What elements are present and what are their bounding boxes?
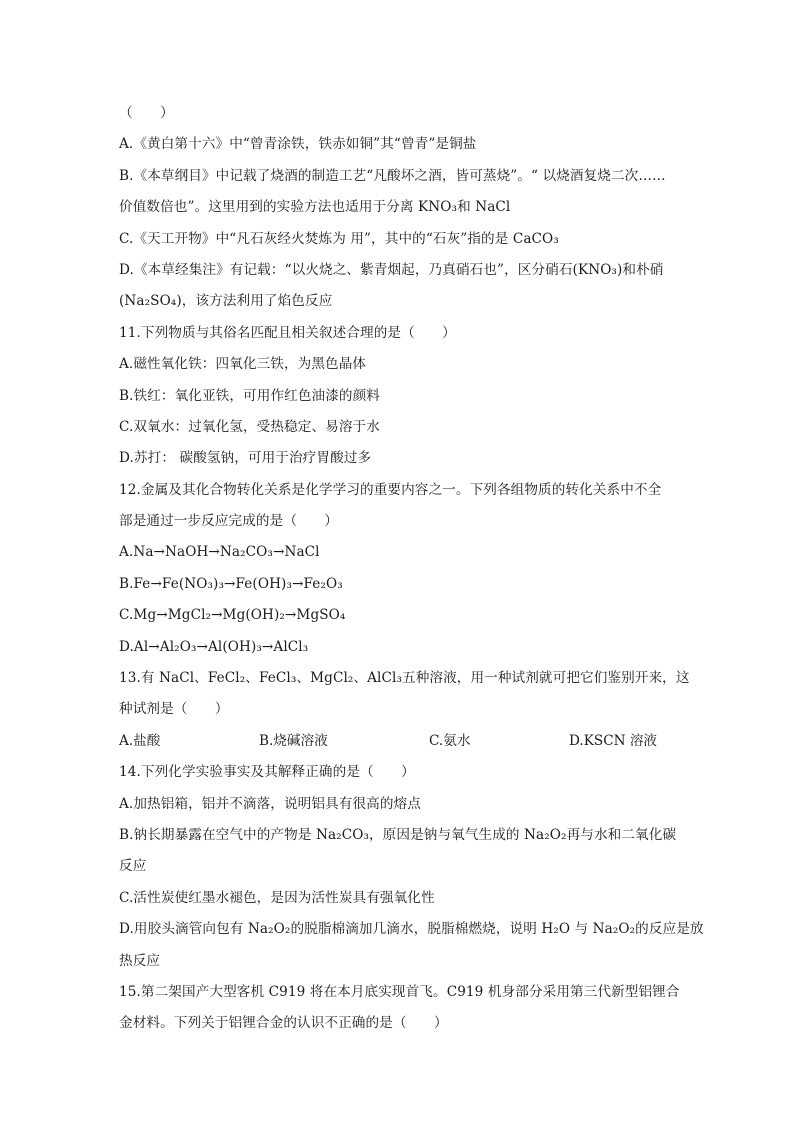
q10-option-d-cont: (Na₂SO₄)，该方法利用了焰色反应 [119,293,333,310]
q14-option-a: A.加热铝箱，铝并不滴落，说明铝具有很高的熔点 [119,795,421,812]
q12-option-a: A.Na→NaOH→Na₂CO₃→NaCl [119,544,320,561]
q13-options [119,726,679,757]
q14-option-b: B.钠长期暴露在空气中的产物是 Na₂CO₃，原因是钠与氧气生成的 Na₂O₂再与水和二氧化碳 [119,826,677,843]
exam-page [119,98,704,1040]
q12-stem-cont: 部是通过一步反应完成的是（ ） [119,513,339,530]
q10-option-a: A.《黄白第十六》中“曾青涂铁，铁赤如铜”其“曾青”是铜盐 [119,136,477,153]
q12-option-d: D.Al→Al₂O₃→Al(OH)₃→AlCl₃ [119,638,309,655]
q10-option-b-cont: 价值数倍也”。这里用到的实验方法也适用于分离 KNO₃和 NaCl [119,199,511,216]
q15-stem: 15.第二架国产大型客机 C919 将在本月底实现首飞。C919 机身部分采用第三代新型铝锂合 [119,983,680,1000]
q10-option-c: C.《天工开物》中“凡石灰经火焚炼为 用”，其中的“石灰”指的是 CaCO₃ [119,230,559,247]
q13-option-c: C.氨水 [429,732,471,749]
q13-option-a: A.盐酸 [119,732,161,749]
q11-stem: 11.下列物质与其俗名匹配且相关叙述合理的是（ ） [119,324,456,341]
q11-option-a: A.磁性氧化铁：四氧化三铁，为黑色晶体 [119,356,367,373]
q14-option-d-cont: 热反应 [119,952,161,969]
q13-stem: 13.有 NaCl、FeCl₂、FeCl₃、MgCl₂、AlCl₃五种溶液，用一种试剂就可把它们鉴别开来，这 [119,670,690,687]
q10-option-b: B.《本草纲目》中记载了烧酒的制造工艺“凡酸坏之酒，皆可蒸烧”。“ 以烧酒复烧二次…… [119,167,666,184]
q12-option-c: C.Mg→MgCl₂→Mg(OH)₂→MgSO₄ [119,607,346,624]
q14-option-c: C.活性炭使红墨水褪色，是因为活性炭具有强氧化性 [119,889,435,906]
q11-option-b: B.铁红：氧化亚铁，可用作红色油漆的颜料 [119,387,380,404]
q10-option-d: D.《本草经集注》有记载：“以火烧之、紫青烟起，乃真硝石也”，区分硝石(KNO₃)和朴硝 [119,261,664,278]
q14-option-d: D.用胶头滴管向包有 Na₂O₂的脱脂棉滴加几滴水，脱脂棉燃烧，说明 H₂O 与 Na₂O₂的反应是放 [119,921,704,938]
answer-blank: （ ） [119,105,174,121]
q12-option-b: B.Fe→Fe(NO₃)₃→Fe(OH)₃→Fe₂O₃ [119,575,343,592]
q11-option-d: D.苏打： 碳酸氢钠，可用于治疗胃酸过多 [119,450,372,467]
q11-option-c: C.双氧水：过氧化氢，受热稳定、易溶于水 [119,418,380,435]
q14-option-b-cont: 反应 [119,858,147,875]
q13-option-b: B.烧碱溶液 [259,732,328,749]
q13-option-d: D.KSCN 溶液 [569,732,658,749]
q14-stem: 14.下列化学实验事实及其解释正确的是（ ） [119,764,415,781]
q15-stem-cont: 金材料。下列关于铝锂合金的认识不正确的是（ ） [119,1015,448,1032]
q12-stem: 12.金属及其化合物转化关系是化学学习的重要内容之一。下列各组物质的转化关系中不全 [119,481,662,498]
q13-stem-cont: 种试剂是（ ） [119,701,229,718]
